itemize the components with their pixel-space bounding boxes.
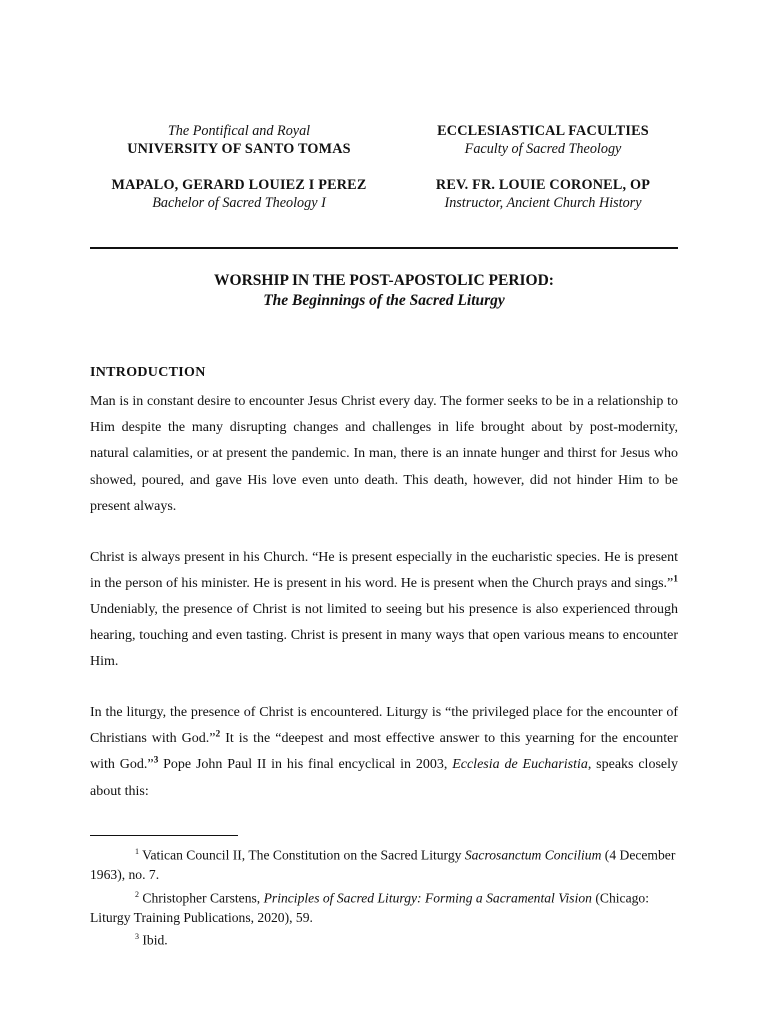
document-body — [90, 363, 678, 829]
footnote-3-text: Ibid. — [139, 932, 168, 948]
instructor-block — [408, 176, 678, 212]
instructor-course: Instructor, Ancient Church History — [444, 195, 642, 211]
paper-subtitle: The Beginnings of the Sacred Liturgy — [263, 292, 505, 309]
document-header — [90, 122, 678, 212]
footnote-3-number: 3 — [135, 932, 139, 942]
footnotes — [90, 842, 678, 950]
header-divider — [90, 247, 678, 249]
footnote-1-text-b: (4 December 1963), no. 7. — [90, 847, 676, 883]
paragraph-3 — [90, 700, 678, 805]
paper-title: WORSHIP IN THE POST-APOSTOLIC PERIOD: — [214, 272, 554, 289]
paragraph-3-text-b: It is the “deepest and most effective answer to this yearning for the encounter with God.” — [90, 731, 678, 773]
footnote-2-text-b: (Chicago: Liturgy Training Publications, 2020), 59. — [90, 890, 649, 925]
footnote-1 — [90, 842, 678, 885]
institution-descriptor: The Pontifical and Royal — [167, 123, 311, 139]
author-name: MAPALO, GERARD LOUIEZ I PEREZ — [111, 177, 367, 193]
paragraph-2-text-a: Christ is always present in his Church. “He is present especially in the eucharistic species. He is present in the person of his minister. He is present in his word. He is present when the Church prays and sings.” — [90, 549, 678, 591]
header-row-institution — [90, 122, 678, 158]
faculty-descriptor: Faculty of Sacred Theology — [464, 141, 622, 157]
paragraph-3-text-c: Pope John Paul II in his final encyclical in 2003, — [158, 757, 453, 773]
footnote-ref-3[interactable]: 3 — [153, 755, 159, 766]
footnote-2-title: Principles of Sacred Liturgy: Forming a Sacramental Vision — [263, 890, 592, 906]
faculty-name: ECCLESIASTICAL FACULTIES — [437, 123, 649, 139]
footnote-2 — [90, 885, 678, 928]
footnote-ref-2[interactable]: 2 — [215, 729, 221, 740]
institution-block — [89, 122, 389, 158]
footnote-2-number: 2 — [135, 889, 139, 899]
paragraph-2 — [90, 545, 678, 676]
header-row-people — [90, 176, 678, 212]
footnote-1-text-a: Vatican Council II, The Constitution on the Sacred Liturgy — [139, 847, 465, 863]
author-program: Bachelor of Sacred Theology I — [152, 195, 326, 211]
paragraph-3-text-a: In the liturgy, the presence of Christ is encountered. Liturgy is “the privileged place for the encounter of Christians with God.” — [90, 705, 678, 747]
paragraph-2-text-b: Undeniably, the presence of Christ is not limited to seeing but his presence is also experienced through hearing, touching and even tasting. Christ is present in many ways that open various means to encounter Him. — [90, 601, 678, 670]
author-block — [89, 176, 389, 212]
footnote-1-number: 1 — [135, 847, 139, 856]
section-heading: INTRODUCTION — [90, 365, 206, 380]
footnote-1-title: Sacrosanctum Concilium — [464, 847, 602, 863]
footnote-2-text-a: Christopher Carstens, — [139, 890, 264, 906]
faculty-block — [408, 122, 678, 158]
encyclical-title: Ecclesia de Eucharistia — [452, 757, 588, 773]
institution-name: UNIVERSITY OF SANTO TOMAS — [127, 141, 351, 157]
paper-title-block — [90, 271, 678, 311]
paragraph-3-text-d: , speaks closely about this: — [90, 757, 678, 799]
footnote-ref-1[interactable]: 1 — [673, 574, 678, 585]
footnote-3 — [90, 927, 678, 950]
paragraph-1: Man is in constant desire to encounter Jesus Christ every day. The former seeks to be in a relationship to Him despite the many disrupting changes and challenges in life brought about by post-modernity, natural calamities, or at present the pandemic. In man, there is an innate hunger and thirst for Jesus who showed, poured, and gave His love even unto death. This death, however, did not hinder Him to be present always. — [90, 394, 678, 514]
footnote-divider — [90, 835, 238, 836]
instructor-name: REV. FR. LOUIE CORONEL, OP — [435, 177, 651, 193]
